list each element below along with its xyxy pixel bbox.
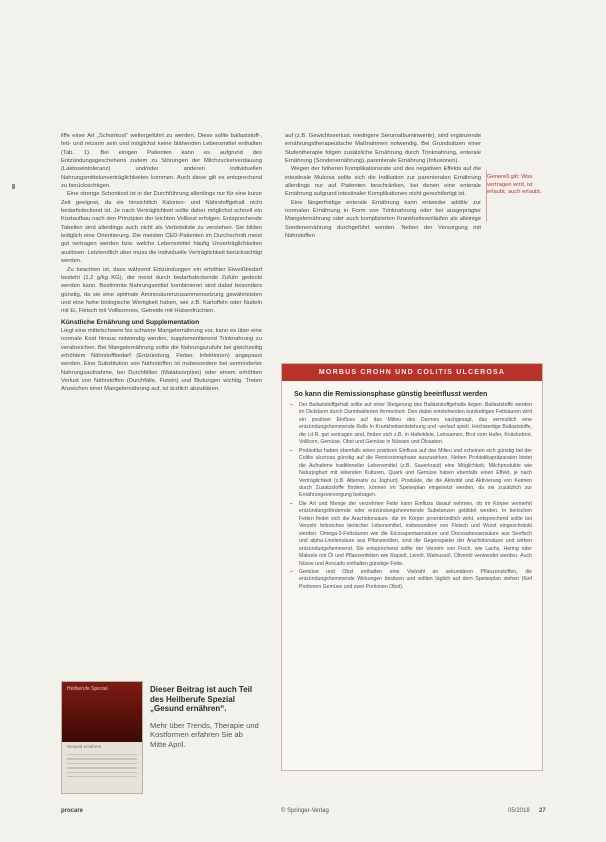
footer-copyright: © Springer-Verlag (281, 808, 329, 814)
info-box (281, 363, 543, 771)
paragraph: Liegt eine mittelschwere bis schwere Mangelernährung vor, kann es über eine normale Kost hinaus notwendig werden, supplementierend Trinknahrung zu verabreichen. Bei Mangelernährung sollte die Nahrungszufuhr bei gleichzeitig erhöhtem Nährstoffbedarf (Entzündung, Fieber, Infektionen) angepasst werden. Eine Substitution von Nährstoffen ist insbesondere bei verminderter Nahrungsaufnahme, bei Durchfällen (Malabsorption) oder einem erhöhten Verlust von Nährstoffen (Durchfälle, Fisteln) und Blutungen wichtig. Treten Anzeichen einer Mangelernährung auf, ist ärztlich abzuklären. (61, 327, 262, 393)
paragraph: auf (z.B. Gewichtsverlust, niedrigere Serumalbuminwerte), sind ergänzende ernährungstherapeutische Maßnahmen notwendig. Bei Grundsätzen einer Stufentherapie folgen zusätzliche Ernährung durch Trinknahrung, enterale Ernährung (Sondenernährung), parenterale Ernährung (Infusionen). (285, 133, 481, 165)
dash-icon: – (290, 447, 293, 454)
list-item-text: Der Ballaststoffgehalt sollte auf einer Steigerung des Ballaststoffgehalts liegen. Ballaststoffe werden im Dickdarm durch Darmbakterien fermentiert. Den dabei entstehenden kurzkettigen Fettsäuren wird ein positiver Einfluss auf das Milieu des Darmes nachgesagt, das vermutlich eine entzündungshemmende Rolle in Krankheitsentstehung und -verlauf spielt. Hochwertige Ballaststoffe, die i.d.R. gut vertragen sind, finden sich z.B. in Haferkleie, Leinsamen, Brot vom Hafer, Knäckebrot, Vollkorn, Gemüse, Obst und Gemüse in Nüssen und Ölsaaten. (299, 402, 532, 446)
info-box-subtitle: So kann die Remissionsphase günstig beeinflusst werden (294, 391, 488, 398)
dash-icon: – (290, 568, 293, 575)
middle-column (285, 132, 481, 240)
cover-title: Heilberufe Spezial (67, 686, 108, 692)
paragraph: Zu beachten ist, dass während Entzündungen ein erhöhter Eiweißbedarf besteht (1,2 g/kg KG), der meist durch bedarfsdeckende Zufuhr gedeckt werden kann. Bestimmte Nahrungsmittel kombinieren sind dabei besonders günstig, da sie eine optimale Aminosäurenzusammensetzung gewährleisten und eine hohe biologische Wertigkeit haben, wie z.B. Kartoffeln oder Nudeln mit Ei, Fleisch mit Vollkornreis, Getreide mit Hülsenfrüchten. (61, 266, 262, 315)
promo-text (150, 685, 260, 750)
footer-issue-date: 05/2018 (508, 808, 530, 814)
dash-icon: – (290, 500, 293, 507)
footer-page-number: 27 (539, 808, 546, 814)
margin-note: Generell gilt: Was vertragen wird, ist erlaubt, auch erlaubt. (487, 174, 542, 196)
paragraph: Eine strenge Schonkost ist in der Durchführung allerdings nur für eine kurze Zeit geeignet, da sie hinsichtlich Kalorien- und Nährstoffgehalt nicht bedarfsdeckend ist. Je nach Verträglichkeit sollte daher möglichst schnell ein Kostaufbau nach den Prinzipien der leichten Vollkost erfolgen. Entsprechende Tabellen sind allerdings auch nicht als Verbotsliste zu verstehen. Sie bilden lediglich eine Orientierung. Die meisten CED-Patienten im Durchschnitt meist gut vertragen werden bzw. welche Lebensmittel häufig Unverträglichkeiten auslösen. Letztendlich aber muss die individuelle Verträglichkeit berücksichtigt werden. (61, 191, 262, 265)
list-item (290, 501, 532, 568)
cover-text-lines (67, 754, 137, 780)
paragraph: liffe einer Art „Schonkost“ weitergeführt zu werden. Diese sollte ballaststoff-, fett- und reizarm sein und möglichst keine blähenden Lebensmittel enthalten (Tab. 1). Bei einigen Patienten kann es aufgrund des Entzündungsgeschehens zudem zu Störungen der Milchzuckerverdauung (Laktoseintoleranz) und/oder anderen individuellen Nahrungsmittelunverträglichkeiten kommen. Auch diese gilt es entsprechend zu berücksichtigen. (61, 133, 262, 190)
info-box-header: MORBUS CROHN UND COLITIS ULCEROSA (282, 364, 542, 381)
promo-body: Mehr über Trends, Therapie und Kostformen erfahren Sie ab Mitte April. (150, 720, 259, 749)
list-item (290, 448, 532, 500)
list-item (290, 569, 532, 591)
left-column (61, 132, 262, 394)
list-item (290, 402, 532, 447)
cover-subtitle: Gesund ernähren (67, 744, 102, 749)
section-heading: Künstliche Ernährung und Supplementation (61, 318, 200, 326)
info-box-list (290, 402, 532, 591)
dash-icon: – (290, 402, 293, 408)
list-item-text: Gemüse und Obst enthalten eine Vielzahl an sekundären Pflanzenstoffen, die entzündungshemmende Wirkungen besitzen und sollten täglich auf dem Speiseplan stehen (fünf Portionen Gemüse und zwei Portionen Obst). (299, 568, 532, 590)
footer-publication: procare (61, 808, 84, 814)
magazine-cover-image (61, 681, 143, 794)
list-item-text: Die Art und Menge der verzehrten Fette kann Einfluss darauf nehmen, ob im Körper vermehrt entzündungsfördernde oder entzündungshemmende Substanzen gebildet werden. In tierischen Fetten findet sich die Arachidonsäure, die im Körper proentzündlich wirkt, entsprechend sollte bei Verzehr fettreiches tierischer Lebensmittel, insbesondere von Fleisch und Wurst eingeschränkt werden. Omega-3-Fettsäuren wie die Eicosapentaensäure und Docosahexaensäure aus Seefisch und alpha-Linolensäure aus Pflanzenölen, sind die Gegenspieler der Arachidonsäure und wirken entzündungshemmend. Sie entsprechend sollte der Verzehr von Fisch, wie Lachs, Hering oder Makrele mit Öl und Pflanzenfetten wie Rapsöl, Leinöl, Walnussöl, Olivenöl verwendet werden. Auch Nüsse und Avocado enthalten günstige Fette. (299, 500, 532, 567)
paragraph: Eine längerfristige enterale Ernährung kann entweder additiv zur normalen Ernährung in Form von Trinknahrung oder bei ausgeprägter Mangelernährung oder auch komplizierten Krankheitsverläufen als alleinige Sondenernährung durchgeführt werden. Neben der Versorgung mit Nährstoffen (285, 199, 481, 240)
promo-title: Dieser Beitrag ist auch Teil des Heilberufe Spezial „Gesund ernähren“. (150, 685, 253, 714)
paragraph: Wegen der höheren Komplikationsrate und des negativen Effekts auf die intestinale Mukosa sollte sich die Indikation zur parenteralen Ernährung allerdings nur auf Patienten beschränken, bei denen eine enterale Ernährung aufgrund intestinaler Komplikationen nicht gerechtfertigt ist. (285, 166, 481, 198)
list-item-text: Probiotika haben ebenfalls einen positiven Einfluss auf das Milieu und scheinen sich günstig bei der Colitis ulcerosa günstig auf die Remissionsphase auszuwirken. Neben Probiotikapräparaten bietet die Aufnahme traditioneller Lebensmittel (z.B. Sauerkraut) eine Möglichkeit, Milchprodukte wie Naturjoghurt mit lebenden Kulturen, Quark und Gemüse haben ebenfalls einen Effekt, je nach Verträglichkeit (z.B. Alternativ zu Joghurt). Produkte, die die Aktivität und Aktivierung von Keimen durch Zusatzstoffe fördern, können im Speiseplan eingesetzt werden, da sie zusätzlich zur Ernährungsversorgung beitragen. (299, 447, 532, 499)
margin-mark (12, 184, 15, 189)
